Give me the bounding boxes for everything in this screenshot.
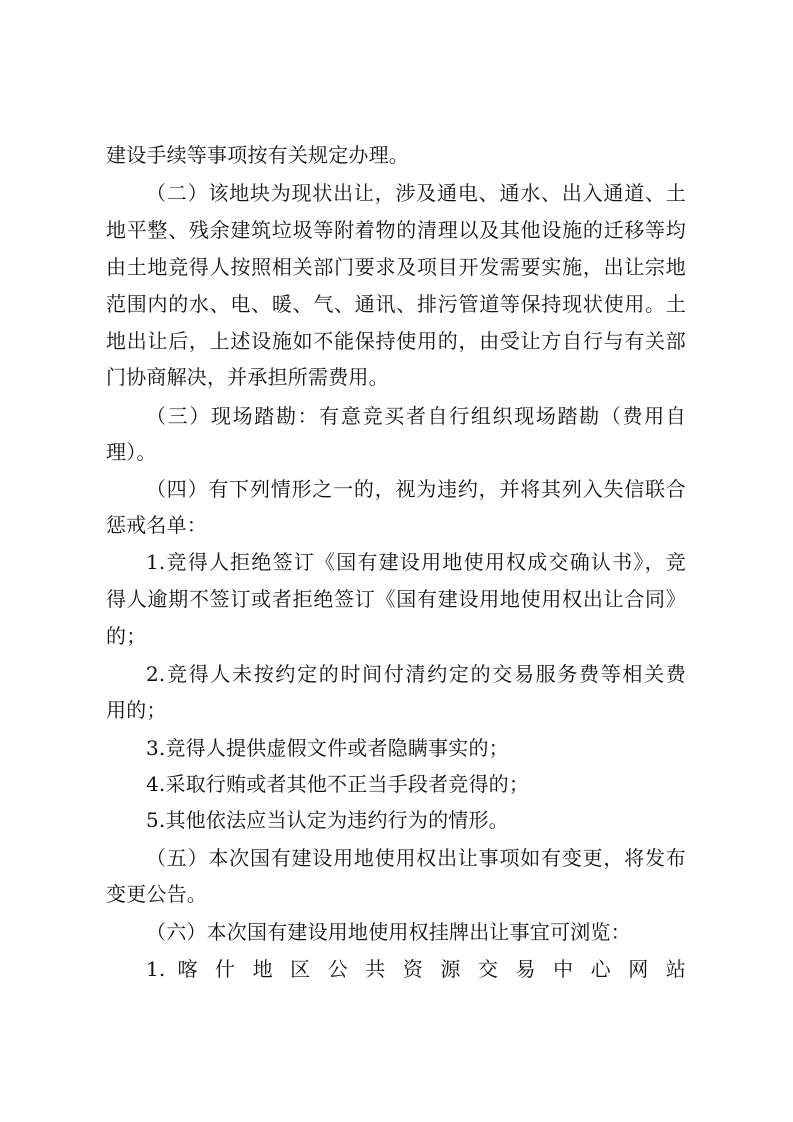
text-line-18: 4.采取行贿或者其他不正当手段者竞得的； xyxy=(146,772,530,796)
text-line-4: 由土地竞得人按照相关部门要求及项目开发需要实施，出让宗地 xyxy=(106,255,686,279)
text-line-15: 2.竞得人未按约定的时间付清约定的交易服务费等相关费 xyxy=(146,662,686,686)
text-line-23: 1. 喀 什 地 区 公 共 资 源 交 易 中 心 网 站 xyxy=(146,957,686,981)
text-line-13: 得人逾期不签订或者拒绝签订《国有建设用地使用权出让合同》 xyxy=(106,587,686,611)
text-line-19: 5.其他依法应当认定为违约行为的情形。 xyxy=(146,808,509,832)
text-line-10: （四）有下列情形之一的，视为违约，并将其列入失信联合 xyxy=(146,477,686,501)
text-line-9: 理）。 xyxy=(106,440,157,464)
text-line-6: 地出让后，上述设施如不能保持使用的，由受让方自行与有关部 xyxy=(106,329,686,353)
text-line-11: 惩戒名单： xyxy=(106,513,207,537)
text-line-20: （五）本次国有建设用地使用权出让事项如有变更，将发布 xyxy=(146,846,686,870)
text-line-22: （六）本次国有建设用地使用权挂牌出让事宜可浏览： xyxy=(146,920,631,944)
text-line-12: 1.竞得人拒绝签订《国有建设用地使用权成交确认书》，竞 xyxy=(146,550,686,574)
text-line-1: 建设手续等事项按有关规定办理。 xyxy=(106,143,409,167)
text-line-3: 地平整、残余建筑垃圾等附着物的清理以及其他设施的迁移等均 xyxy=(106,218,686,242)
text-line-16: 用的； xyxy=(106,698,167,722)
text-line-17: 3.竞得人提供虚假文件或者隐瞒事实的； xyxy=(146,736,509,760)
text-line-5: 范围内的水、电、暖、气、通讯、排污管道等保持现状使用。土 xyxy=(106,292,686,316)
text-line-2: （二）该地块为现状出让，涉及通电、通水、出入通道、土 xyxy=(146,181,686,205)
text-line-8: （三）现场踏勘：有意竞买者自行组织现场踏勘（费用自 xyxy=(146,404,686,428)
text-line-14: 的； xyxy=(106,624,147,648)
text-line-21: 变更公告。 xyxy=(106,882,207,906)
text-line-7: 门协商解决，并承担所需费用。 xyxy=(106,365,389,389)
